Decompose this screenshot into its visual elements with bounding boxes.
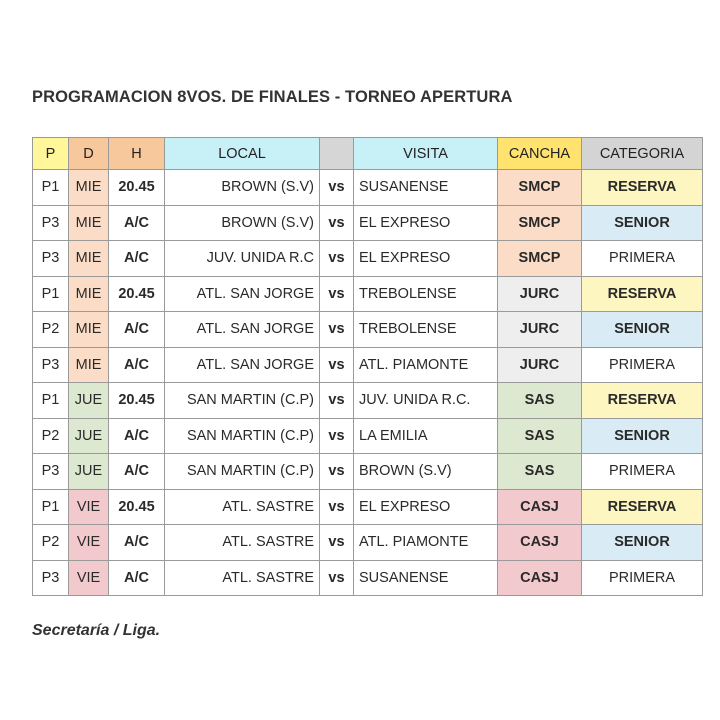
cell-p: P1 bbox=[33, 383, 69, 419]
cell-cancha: SAS bbox=[498, 454, 582, 490]
cell-cancha: CASJ bbox=[498, 560, 582, 596]
cell-local: ATL. SASTRE bbox=[165, 489, 320, 525]
cell-cancha: SAS bbox=[498, 418, 582, 454]
cell-categoria: PRIMERA bbox=[582, 347, 703, 383]
cell-vs: vs bbox=[320, 560, 354, 596]
cell-categoria: RESERVA bbox=[582, 489, 703, 525]
cell-categoria: PRIMERA bbox=[582, 454, 703, 490]
cell-hour: A/C bbox=[109, 347, 165, 383]
table-row bbox=[33, 312, 703, 348]
cell-day: MIE bbox=[69, 312, 109, 348]
cell-hour: 20.45 bbox=[109, 383, 165, 419]
cell-vs: vs bbox=[320, 205, 354, 241]
table-row bbox=[33, 489, 703, 525]
cell-local: BROWN (S.V) bbox=[165, 170, 320, 206]
table-header-row bbox=[33, 138, 703, 170]
cell-day: VIE bbox=[69, 489, 109, 525]
cell-categoria: PRIMERA bbox=[582, 560, 703, 596]
cell-hour: 20.45 bbox=[109, 276, 165, 312]
cell-visita: EL EXPRESO bbox=[354, 241, 498, 277]
table-row bbox=[33, 205, 703, 241]
cell-categoria: SENIOR bbox=[582, 418, 703, 454]
cell-hour: 20.45 bbox=[109, 170, 165, 206]
table-row bbox=[33, 418, 703, 454]
cell-local: ATL. SAN JORGE bbox=[165, 347, 320, 383]
cell-visita: TREBOLENSE bbox=[354, 276, 498, 312]
header-cancha: CANCHA bbox=[498, 138, 582, 170]
cell-hour: A/C bbox=[109, 241, 165, 277]
cell-visita: TREBOLENSE bbox=[354, 312, 498, 348]
table-row bbox=[33, 525, 703, 561]
cell-local: ATL. SAN JORGE bbox=[165, 312, 320, 348]
cell-p: P1 bbox=[33, 276, 69, 312]
header-visita: VISITA bbox=[354, 138, 498, 170]
cell-p: P3 bbox=[33, 241, 69, 277]
cell-vs: vs bbox=[320, 241, 354, 277]
header-p: P bbox=[33, 138, 69, 170]
cell-cancha: SMCP bbox=[498, 205, 582, 241]
cell-categoria: RESERVA bbox=[582, 383, 703, 419]
cell-categoria: SENIOR bbox=[582, 205, 703, 241]
cell-local: BROWN (S.V) bbox=[165, 205, 320, 241]
cell-hour: A/C bbox=[109, 312, 165, 348]
cell-categoria: SENIOR bbox=[582, 525, 703, 561]
header-h: H bbox=[109, 138, 165, 170]
cell-local: SAN MARTIN (C.P) bbox=[165, 418, 320, 454]
cell-hour: A/C bbox=[109, 454, 165, 490]
cell-cancha: CASJ bbox=[498, 525, 582, 561]
cell-cancha: SAS bbox=[498, 383, 582, 419]
cell-visita: ATL. PIAMONTE bbox=[354, 347, 498, 383]
cell-vs: vs bbox=[320, 525, 354, 561]
cell-visita: SUSANENSE bbox=[354, 170, 498, 206]
table-row bbox=[33, 383, 703, 419]
header-d: D bbox=[69, 138, 109, 170]
cell-categoria: PRIMERA bbox=[582, 241, 703, 277]
table-row bbox=[33, 560, 703, 596]
cell-local: SAN MARTIN (C.P) bbox=[165, 454, 320, 490]
cell-cancha: SMCP bbox=[498, 170, 582, 206]
cell-local: ATL. SAN JORGE bbox=[165, 276, 320, 312]
cell-hour: A/C bbox=[109, 525, 165, 561]
cell-vs: vs bbox=[320, 312, 354, 348]
cell-day: VIE bbox=[69, 560, 109, 596]
cell-categoria: RESERVA bbox=[582, 170, 703, 206]
cell-p: P1 bbox=[33, 489, 69, 525]
cell-p: P3 bbox=[33, 560, 69, 596]
cell-cancha: JURC bbox=[498, 276, 582, 312]
cell-visita: BROWN (S.V) bbox=[354, 454, 498, 490]
table-row bbox=[33, 347, 703, 383]
table-row bbox=[33, 276, 703, 312]
cell-cancha: SMCP bbox=[498, 241, 582, 277]
cell-vs: vs bbox=[320, 170, 354, 206]
cell-p: P3 bbox=[33, 454, 69, 490]
header-categoria: CATEGORIA bbox=[582, 138, 703, 170]
cell-hour: A/C bbox=[109, 418, 165, 454]
header-local: LOCAL bbox=[165, 138, 320, 170]
cell-day: JUE bbox=[69, 383, 109, 419]
cell-day: JUE bbox=[69, 418, 109, 454]
cell-p: P3 bbox=[33, 205, 69, 241]
cell-day: MIE bbox=[69, 347, 109, 383]
cell-hour: A/C bbox=[109, 205, 165, 241]
cell-local: JUV. UNIDA R.C bbox=[165, 241, 320, 277]
cell-categoria: SENIOR bbox=[582, 312, 703, 348]
cell-local: ATL. SASTRE bbox=[165, 560, 320, 596]
cell-local: ATL. SASTRE bbox=[165, 525, 320, 561]
cell-day: MIE bbox=[69, 241, 109, 277]
cell-p: P2 bbox=[33, 312, 69, 348]
cell-p: P3 bbox=[33, 347, 69, 383]
cell-day: MIE bbox=[69, 205, 109, 241]
cell-vs: vs bbox=[320, 418, 354, 454]
cell-visita: JUV. UNIDA R.C. bbox=[354, 383, 498, 419]
page-title: PROGRAMACION 8VOS. DE FINALES - TORNEO APERTURA bbox=[32, 88, 513, 106]
cell-visita: EL EXPRESO bbox=[354, 205, 498, 241]
cell-vs: vs bbox=[320, 276, 354, 312]
cell-day: JUE bbox=[69, 454, 109, 490]
cell-vs: vs bbox=[320, 454, 354, 490]
cell-day: MIE bbox=[69, 276, 109, 312]
cell-visita: LA EMILIA bbox=[354, 418, 498, 454]
cell-cancha: JURC bbox=[498, 312, 582, 348]
cell-visita: SUSANENSE bbox=[354, 560, 498, 596]
cell-day: MIE bbox=[69, 170, 109, 206]
cell-day: VIE bbox=[69, 525, 109, 561]
header-vs bbox=[320, 138, 354, 170]
cell-vs: vs bbox=[320, 489, 354, 525]
table-row bbox=[33, 241, 703, 277]
cell-cancha: CASJ bbox=[498, 489, 582, 525]
cell-visita: ATL. PIAMONTE bbox=[354, 525, 498, 561]
schedule-table bbox=[32, 137, 703, 596]
footer-signature: Secretaría / Liga. bbox=[32, 622, 161, 639]
cell-p: P2 bbox=[33, 525, 69, 561]
cell-cancha: JURC bbox=[498, 347, 582, 383]
cell-local: SAN MARTIN (C.P) bbox=[165, 383, 320, 419]
cell-p: P2 bbox=[33, 418, 69, 454]
cell-categoria: RESERVA bbox=[582, 276, 703, 312]
cell-vs: vs bbox=[320, 383, 354, 419]
table-row bbox=[33, 170, 703, 206]
cell-vs: vs bbox=[320, 347, 354, 383]
table-row bbox=[33, 454, 703, 490]
cell-p: P1 bbox=[33, 170, 69, 206]
cell-hour: 20.45 bbox=[109, 489, 165, 525]
cell-visita: EL EXPRESO bbox=[354, 489, 498, 525]
cell-hour: A/C bbox=[109, 560, 165, 596]
